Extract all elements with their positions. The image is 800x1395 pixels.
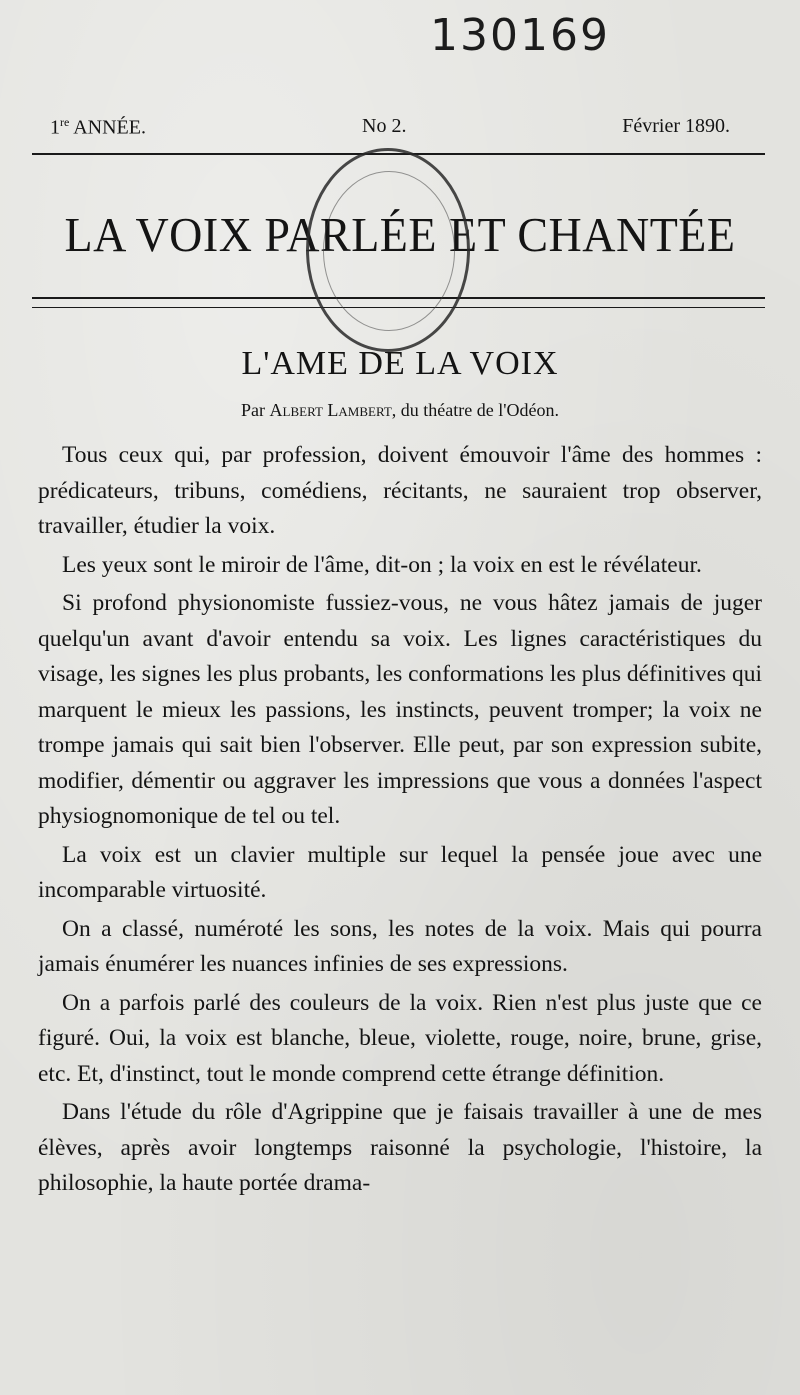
issue-header — [50, 115, 730, 143]
byline-prefix: Par — [241, 400, 270, 420]
library-stamp — [306, 148, 470, 352]
paragraph: Si profond physionomiste fussiez-vous, ne vous hâtez jamais de juger quelqu'un avant d'avoir entendu sa voix. Les lignes caractéristiques du visage, les signes les plus probants, les conformations les plus définitives qui marquent le mieux les passions, les instincts, peuvent tromper; la voix ne trompe jamais qui sait bien l'observer. Elle peut, par son expression subite, modifier, démentir ou aggraver les impressions que vous a données l'aspect physiognomonique de tel ou tel. — [38, 590, 762, 829]
paragraph: Tous ceux qui, par profession, doivent émouvoir l'âme des hommes : prédicateurs, tribuns, comédiens, récitants, ne sauraient trop observer, travailler, étudier la voix. — [38, 442, 762, 539]
masthead-title: LA VOIX PARLÉE ET CHANTÉE — [64, 207, 736, 262]
paragraph: La voix est un clavier multiple sur lequel la pensée joue avec une incomparable virtuosité. — [38, 841, 762, 903]
library-shelfmark: 130169 — [430, 10, 610, 61]
year-label — [50, 115, 146, 140]
year-number: 1 — [50, 116, 60, 139]
article-byline — [0, 400, 800, 421]
issue-number: No 2. — [362, 115, 407, 137]
year-text: ANNÉE. — [69, 116, 146, 139]
byline-author: Albert Lambert — [269, 400, 392, 420]
paragraph: Les yeux sont le miroir de l'âme, dit-on ; la voix en est le révélateur. — [62, 551, 702, 578]
issue-date: Février 1890. — [622, 115, 730, 137]
article-body — [38, 438, 762, 1205]
article-title: L'AME DE LA VOIX — [241, 345, 559, 382]
paragraph: On a parfois parlé des couleurs de la voix. Rien n'est plus juste que ce figuré. Oui, la voix est blanche, bleue, violette, rouge, noire, brune, grise, etc. Et, d'instinct, tout le monde comprend cette étrange définition. — [38, 989, 762, 1087]
year-suffix: re — [60, 115, 70, 129]
byline-suffix: , du théatre de l'Odéon. — [391, 400, 559, 420]
library-stamp-inner-ring — [323, 171, 455, 331]
paragraph: On a classé, numéroté les sons, les notes de la voix. Mais qui pourra jamais énumérer les nuances infinies de ses expressions. — [38, 915, 762, 977]
paragraph: Dans l'étude du rôle d'Agrippine que je faisais travailler à une de mes élèves, après avoir longtemps raisonné la psychologie, l'histoire, la philosophie, la haute portée drama- — [38, 1099, 762, 1196]
